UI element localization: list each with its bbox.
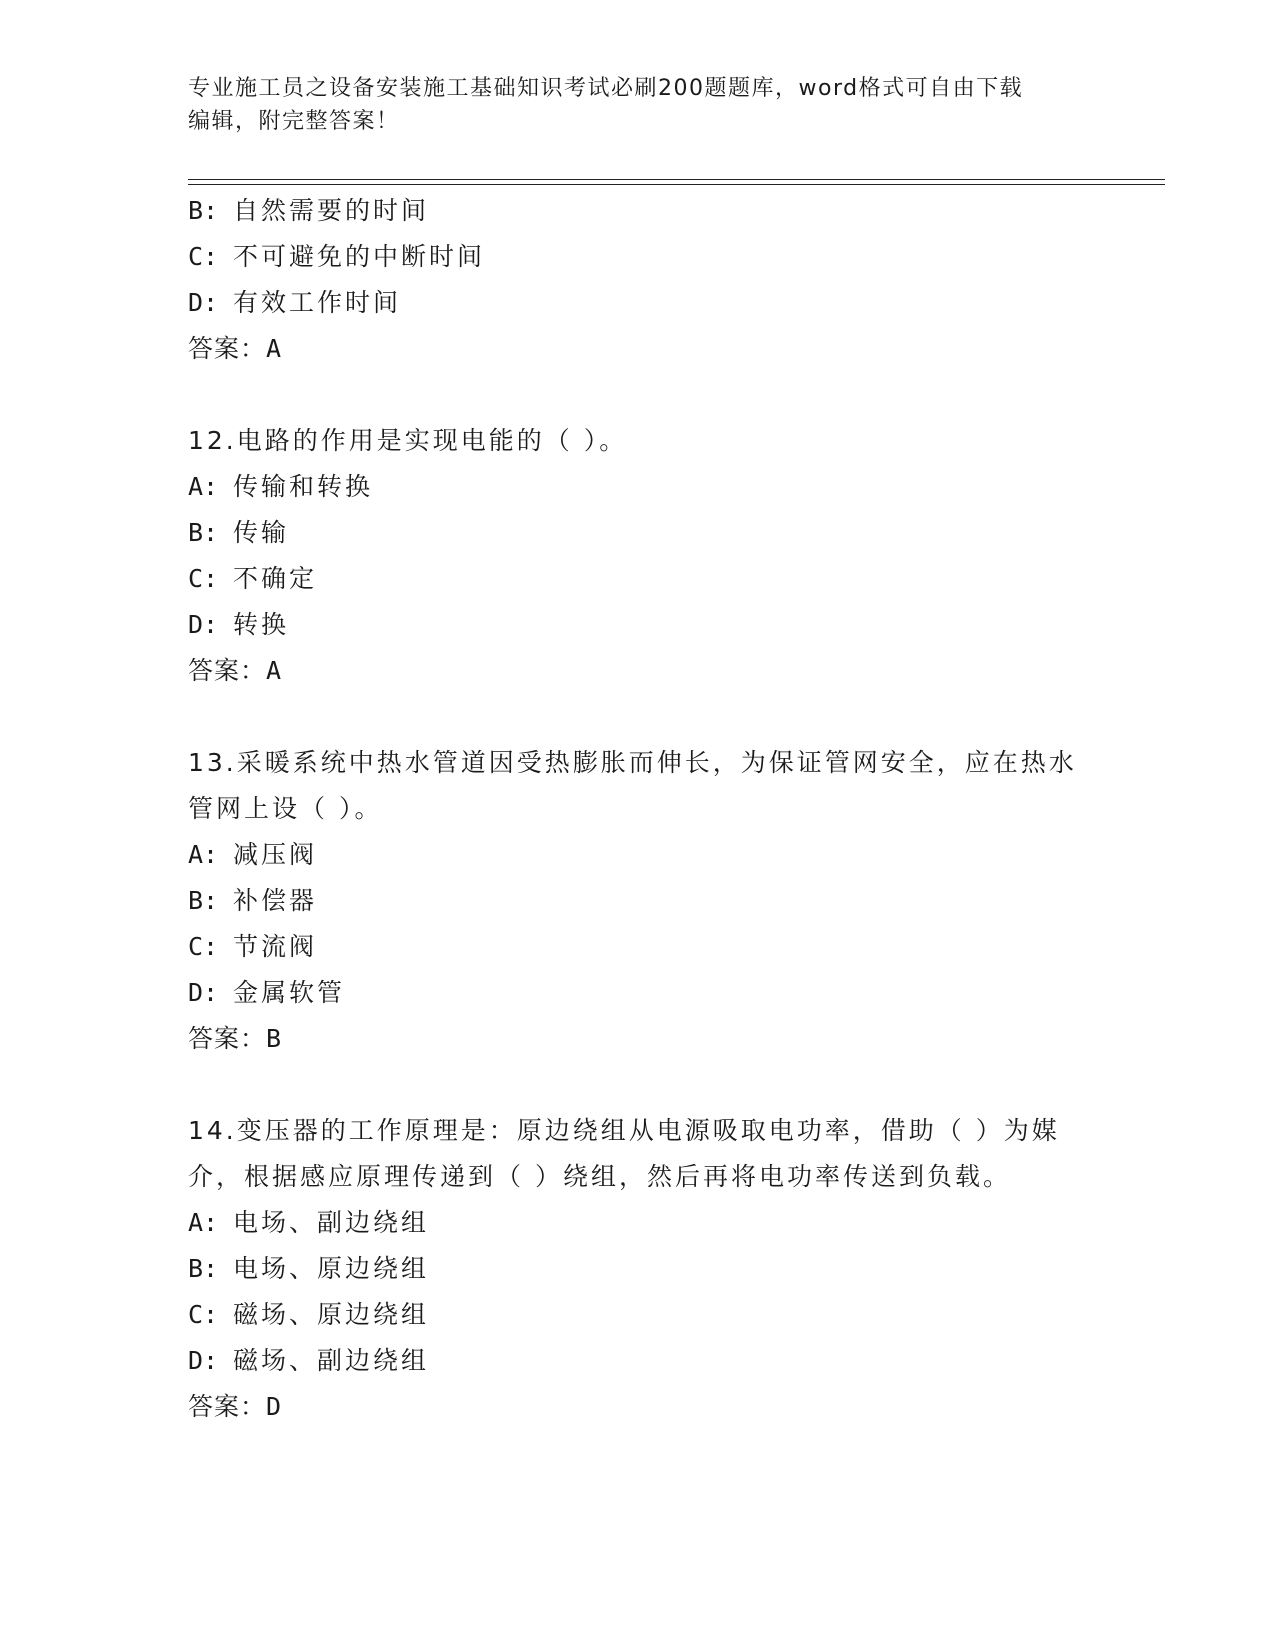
option-a	[188, 1200, 1088, 1246]
option-letter: C:	[188, 242, 219, 271]
option-text: 电场、副边绕组	[233, 1208, 430, 1237]
option-letter: C:	[188, 1300, 219, 1329]
option-text: 不确定	[233, 564, 318, 593]
option-letter: C:	[188, 932, 219, 961]
option-c	[188, 1292, 1088, 1338]
option-letter: D:	[188, 288, 219, 317]
option-a	[188, 464, 1088, 510]
option-text: 转换	[233, 610, 290, 639]
header-title-line-2: 编辑，附完整答案！	[188, 109, 400, 134]
question-text: 14.变压器的工作原理是：原边绕组从电源吸取电功率，借助（ ）为媒介，根据感应原理传递到（ ）绕组，然后再将电功率传送到负载。	[188, 1116, 1060, 1191]
answer-line	[188, 326, 1088, 372]
answer-value: D	[266, 1392, 283, 1421]
question-12	[188, 418, 1088, 694]
option-d	[188, 970, 1088, 1016]
option-text: 金属软管	[233, 978, 346, 1007]
option-b	[188, 188, 1088, 234]
question-text: 13.采暖系统中热水管道因受热膨胀而伸长，为保证管网安全，应在热水管网上设（ ）。	[188, 748, 1077, 823]
option-text: 有效工作时间	[233, 288, 402, 317]
option-letter: B:	[188, 518, 219, 547]
answer-line	[188, 1016, 1088, 1062]
question-text: 12.电路的作用是实现电能的（ ）。	[188, 426, 628, 455]
option-letter: B:	[188, 886, 219, 915]
header-divider-top	[188, 179, 1165, 180]
option-letter: A:	[188, 840, 219, 869]
option-text: 传输和转换	[233, 472, 374, 501]
option-text: 电场、原边绕组	[233, 1254, 430, 1283]
header-divider-bottom	[188, 184, 1165, 185]
answer-label: 答案：	[188, 1392, 267, 1421]
option-letter: B:	[188, 1254, 219, 1283]
answer-label: 答案：	[188, 656, 267, 685]
option-d	[188, 602, 1088, 648]
option-b	[188, 510, 1088, 556]
option-c	[188, 234, 1088, 280]
option-letter: A:	[188, 472, 219, 501]
option-letter: D:	[188, 610, 219, 639]
option-c	[188, 924, 1088, 970]
option-text: 磁场、副边绕组	[233, 1346, 430, 1375]
option-a	[188, 832, 1088, 878]
question-11-continuation	[188, 188, 1088, 372]
option-letter: D:	[188, 1346, 219, 1375]
option-letter: C:	[188, 564, 219, 593]
answer-value: B	[266, 1024, 283, 1053]
option-text: 补偿器	[233, 886, 318, 915]
question-13	[188, 740, 1088, 1062]
option-text: 自然需要的时间	[233, 196, 430, 225]
option-letter: A:	[188, 1208, 219, 1237]
option-text: 不可避免的中断时间	[233, 242, 486, 271]
answer-label: 答案：	[188, 334, 267, 363]
option-text: 传输	[233, 518, 290, 547]
option-d	[188, 1338, 1088, 1384]
option-text: 减压阀	[233, 840, 318, 869]
answer-line	[188, 648, 1088, 694]
question-14	[188, 1108, 1088, 1430]
option-d	[188, 280, 1088, 326]
option-letter: D:	[188, 978, 219, 1007]
option-c	[188, 556, 1088, 602]
answer-line	[188, 1384, 1088, 1430]
answer-value: A	[266, 334, 283, 363]
option-letter: B:	[188, 196, 219, 225]
question-list	[188, 188, 1088, 1430]
answer-value: A	[266, 656, 283, 685]
option-b	[188, 878, 1088, 924]
document-header	[188, 72, 1088, 138]
option-text: 节流阀	[233, 932, 318, 961]
header-title-line-1: 专业施工员之设备安装施工基础知识考试必刷200题题库，word格式可自由下载	[188, 76, 1024, 101]
option-b	[188, 1246, 1088, 1292]
answer-label: 答案：	[188, 1024, 267, 1053]
option-text: 磁场、原边绕组	[233, 1300, 430, 1329]
